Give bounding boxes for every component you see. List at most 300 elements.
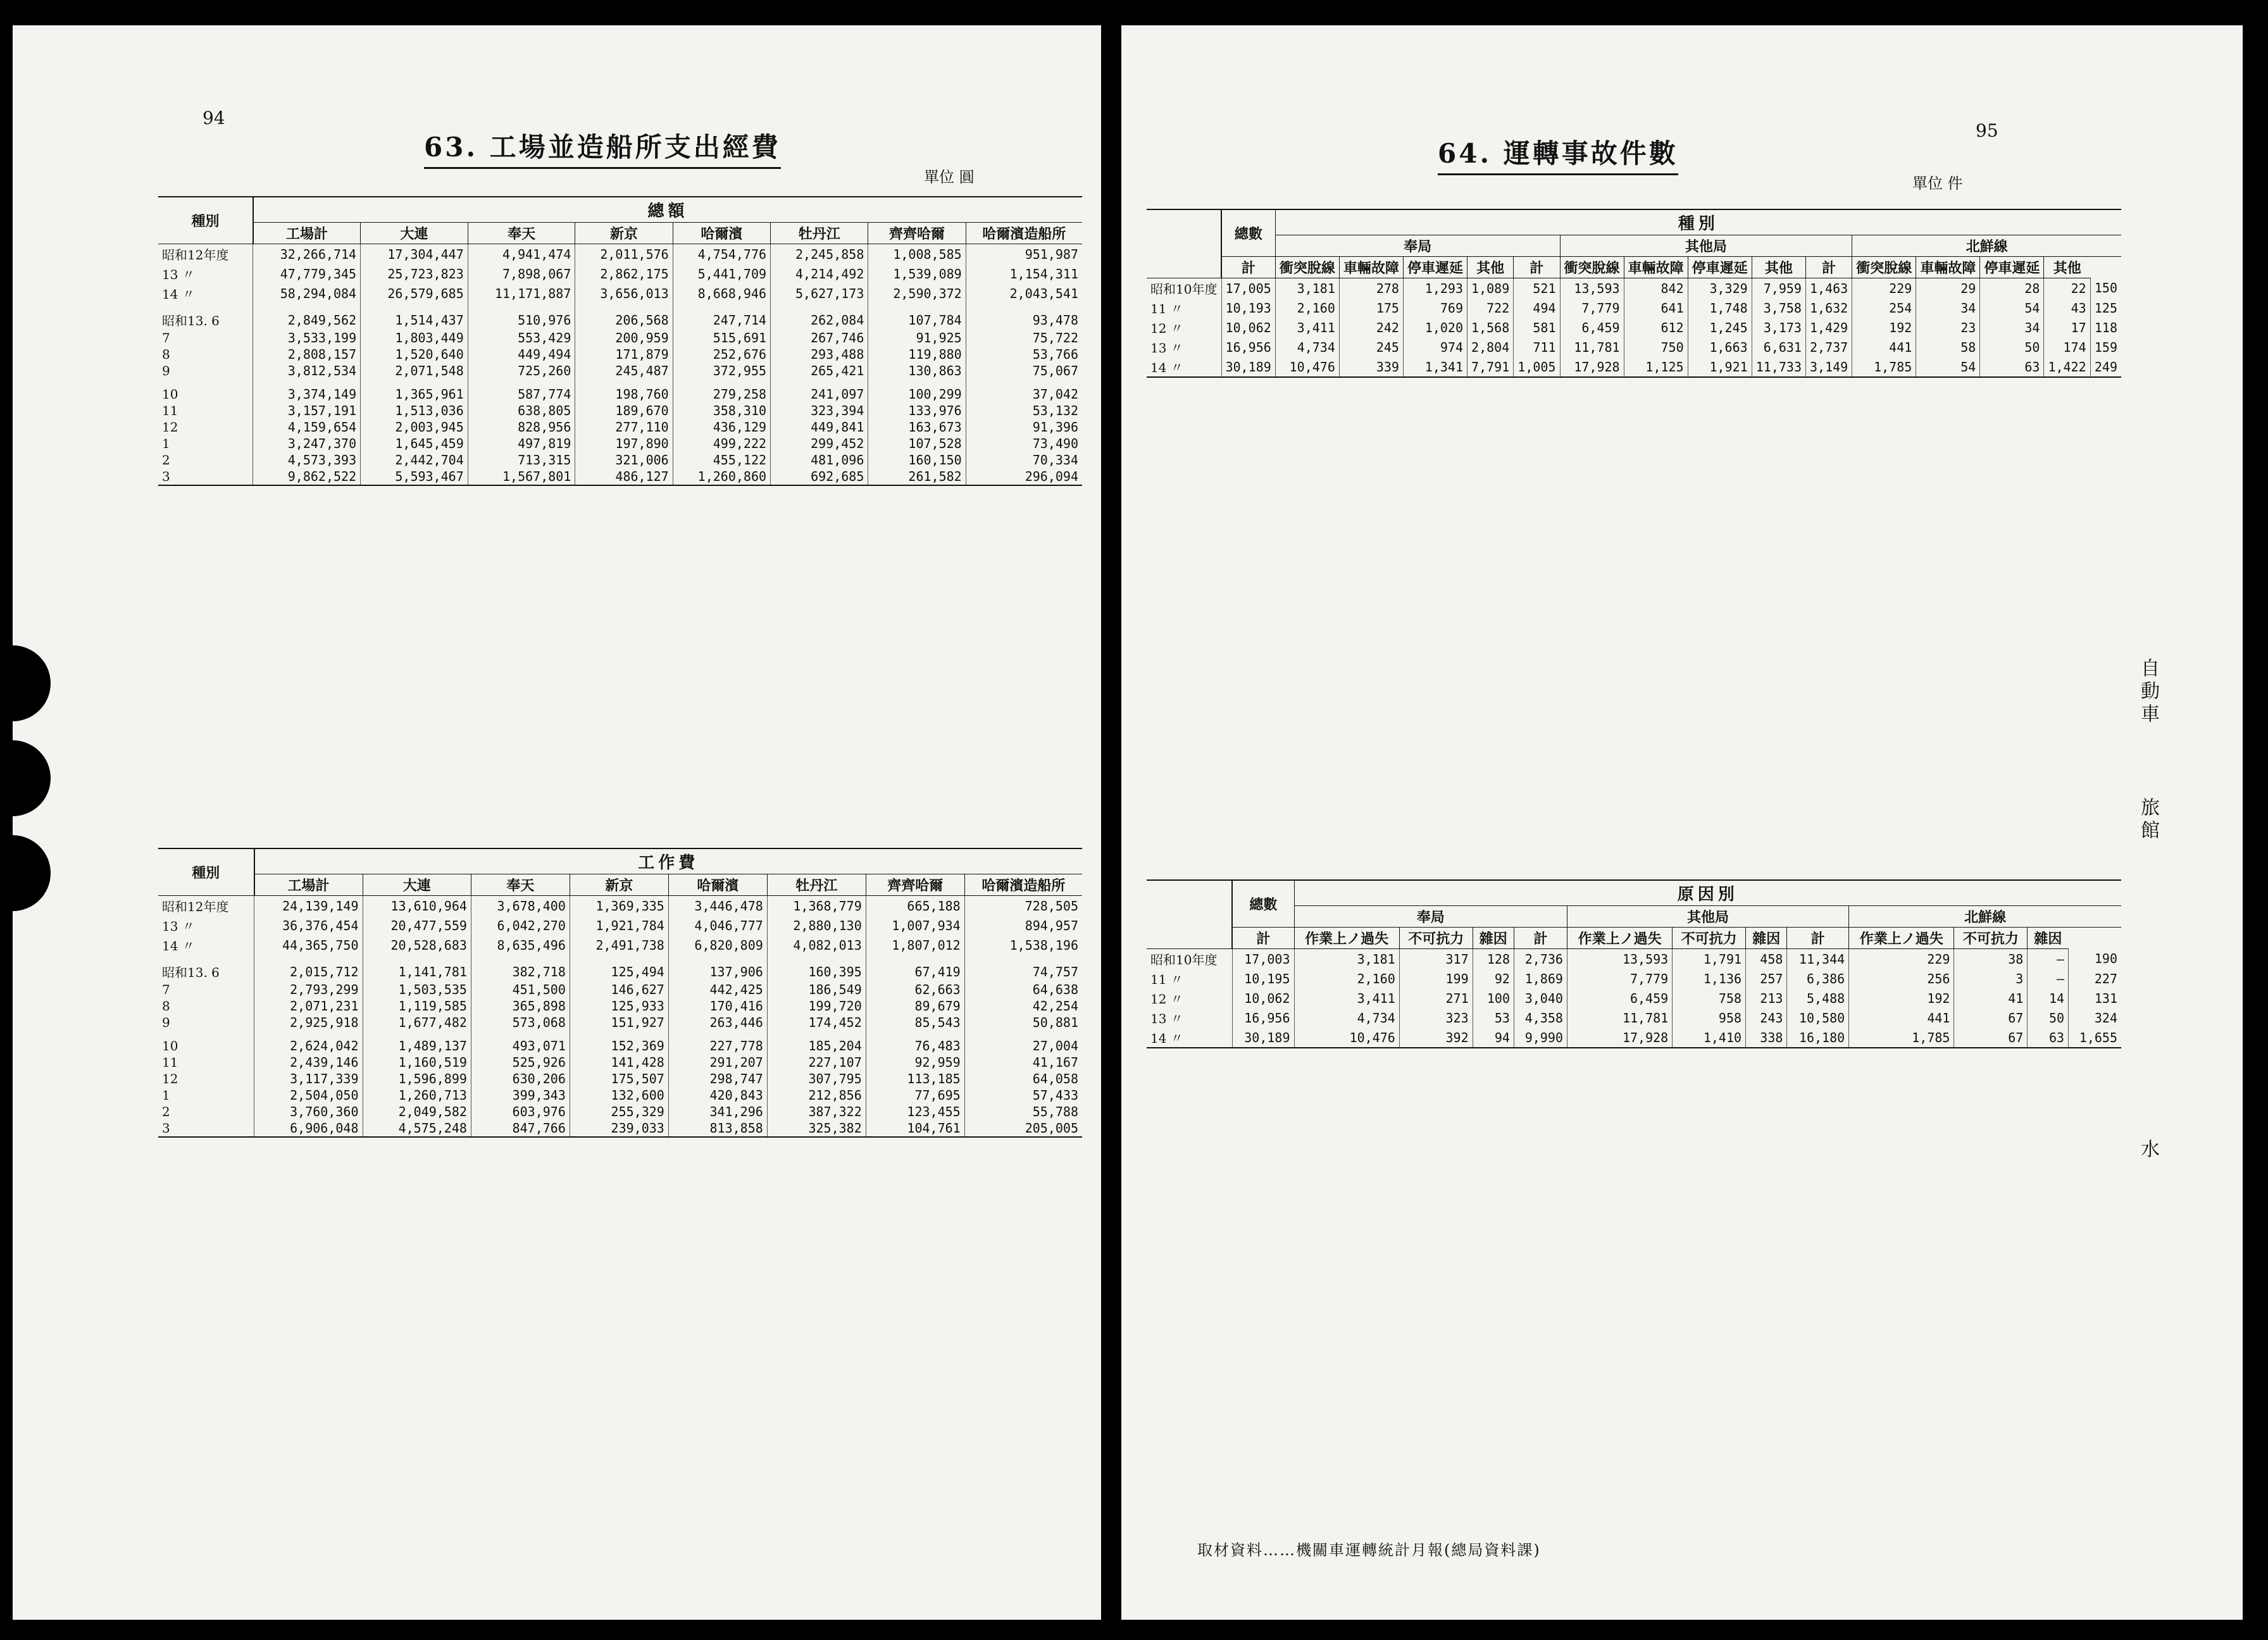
cell-value: 16,956 — [1221, 337, 1275, 357]
row-label: 13 〃 — [1150, 340, 1183, 356]
cell-value: 30,189 — [1232, 1028, 1294, 1048]
cell-value: 150 — [2090, 278, 2121, 299]
cell-value: 2,880,130 — [767, 916, 866, 935]
cell-value: — — [2028, 949, 2069, 969]
cell-value: 1,514,437 — [361, 303, 468, 330]
cell-value: 2,160 — [1275, 298, 1339, 318]
table-row — [1147, 357, 2121, 377]
cell-value: 63 — [1980, 357, 2044, 377]
cell-value: 7,959 — [1752, 278, 1805, 299]
cell-value: 1,803,449 — [361, 330, 468, 346]
cell-value: 713,315 — [468, 452, 575, 468]
row-label: 8 — [162, 347, 170, 362]
cell-value: 64,058 — [964, 1071, 1082, 1087]
cell-value: 3,329 — [1688, 278, 1752, 299]
column-header: 工場計 — [253, 223, 361, 244]
cell-value: 1,921,784 — [570, 916, 668, 935]
cell-value: 1,538,196 — [964, 935, 1082, 955]
column-header: 大連 — [361, 223, 468, 244]
column-header: 新京 — [575, 223, 673, 244]
cell-value: 10,476 — [1294, 1028, 1399, 1048]
row-label: 3 — [158, 1120, 254, 1137]
column-header: 雜因 — [1473, 928, 1514, 949]
cell-value: 486,127 — [575, 468, 673, 485]
cell-value: 2,015,712 — [254, 955, 363, 981]
table-row — [158, 916, 1082, 935]
cell-value: 296,094 — [966, 468, 1082, 485]
cell-value: 722 — [1467, 298, 1514, 318]
cell-value: 1,260,713 — [363, 1087, 471, 1103]
cell-value: 1,513,036 — [361, 402, 468, 419]
cell-value: 2,793,299 — [254, 981, 363, 998]
cell-value: 75,067 — [966, 363, 1082, 379]
cell-value: 63 — [2028, 1028, 2069, 1048]
cell-value: 262,084 — [771, 303, 868, 330]
row-label: 14 〃 — [1147, 357, 1221, 377]
cell-value: 256 — [1849, 969, 1954, 988]
column-header: 雜因 — [2028, 928, 2069, 949]
cell-value: 17,005 — [1221, 278, 1275, 299]
cell-value: 28 — [1980, 278, 2044, 299]
table-row — [158, 283, 1082, 303]
cell-value: 47,779,345 — [253, 264, 361, 283]
cell-value: 325,382 — [767, 1120, 866, 1137]
group-header: 原因別 — [1294, 880, 2121, 906]
table-row — [1147, 318, 2121, 337]
cell-value: 85,543 — [866, 1014, 964, 1031]
cell-value: 160,150 — [868, 452, 966, 468]
cell-value: 387,322 — [767, 1103, 866, 1120]
cell-value: 1,663 — [1688, 337, 1752, 357]
cell-value: 50 — [1980, 337, 2044, 357]
table-row — [158, 981, 1082, 998]
column-header: 不可抗力 — [1954, 928, 2028, 949]
cell-value: 3,812,534 — [253, 363, 361, 379]
cell-value: 11,781 — [1560, 337, 1624, 357]
cell-value: 26,579,685 — [361, 283, 468, 303]
cell-value: 5,488 — [1787, 988, 1849, 1008]
cell-value: 2,736 — [1514, 949, 1567, 969]
cell-value: 1,089 — [1467, 278, 1514, 299]
cell-value: 91,396 — [966, 419, 1082, 435]
cell-value: 58 — [1916, 337, 1980, 357]
cell-value: 16,956 — [1232, 1008, 1294, 1028]
cell-value: 420,843 — [668, 1087, 767, 1103]
cell-value: 5,593,467 — [361, 468, 468, 485]
table-row — [158, 468, 1082, 485]
table-row — [158, 346, 1082, 363]
row-label: 昭和12年度 — [162, 247, 229, 263]
cell-value: 1,520,640 — [361, 346, 468, 363]
cell-value: 198,760 — [575, 379, 673, 402]
cell-value: 3,157,191 — [253, 402, 361, 419]
row-label: 2 — [162, 1104, 170, 1119]
cell-value: 8,635,496 — [471, 935, 570, 955]
accident-cause-table — [1147, 879, 2121, 1048]
cell-value: 277,110 — [575, 419, 673, 435]
subgroup-header: 奉局 — [1275, 235, 1560, 257]
cell-value: 3,411 — [1294, 988, 1399, 1008]
cell-value: 458 — [1746, 949, 1787, 969]
cell-value: 3,181 — [1275, 278, 1339, 299]
cell-value: 174 — [2044, 337, 2090, 357]
cell-value: 5,441,709 — [673, 264, 770, 283]
cell-value: 3,760,360 — [254, 1103, 363, 1120]
cell-value: 278 — [1339, 278, 1403, 299]
cell-value: 17,928 — [1567, 1028, 1672, 1048]
column-header: 作業上ノ過失 — [1849, 928, 1954, 949]
column-header: 牡丹江 — [767, 874, 866, 896]
cell-value: 243 — [1746, 1008, 1787, 1028]
cell-value: 3,173 — [1752, 318, 1805, 337]
cell-value: 125,933 — [570, 998, 668, 1014]
cell-value: 842 — [1624, 278, 1688, 299]
row-label: 昭和13. 6 — [162, 313, 220, 328]
column-header: 衝突脫線 — [1560, 257, 1624, 278]
right-page — [1121, 25, 2243, 1620]
cell-value: 847,766 — [471, 1120, 570, 1137]
table-row — [158, 402, 1082, 419]
table-row — [158, 1120, 1082, 1137]
cell-value: 2,049,582 — [363, 1103, 471, 1120]
page-number: 95 — [1976, 120, 1998, 141]
cell-value: 3,117,339 — [254, 1071, 363, 1087]
cell-value: 107,528 — [868, 435, 966, 452]
cell-value: 1,748 — [1688, 298, 1752, 318]
cell-value: 17 — [2044, 318, 2090, 337]
cell-value: 125 — [2090, 298, 2121, 318]
cell-value: 257 — [1746, 969, 1787, 988]
cell-value: 3,533,199 — [253, 330, 361, 346]
cell-value: 36,376,454 — [254, 916, 363, 935]
cell-value: 515,691 — [673, 330, 770, 346]
cell-value: 197,890 — [575, 435, 673, 452]
cell-value: 525,926 — [471, 1054, 570, 1071]
cell-value: 9,862,522 — [253, 468, 361, 485]
subgroup-header: 北鮮線 — [1852, 235, 2121, 257]
table-row — [1147, 949, 2121, 969]
cell-value: 7,898,067 — [468, 264, 575, 283]
cell-value: 2,737 — [1805, 337, 1852, 357]
cell-value: 436,129 — [673, 419, 770, 435]
cell-value: 2,160 — [1294, 969, 1399, 988]
row-label-header: 種別 — [158, 848, 254, 896]
column-header: 停車遲延 — [1980, 257, 2044, 278]
cell-value: 271 — [1399, 988, 1473, 1008]
cell-value: 4,358 — [1514, 1008, 1567, 1028]
subgroup-header: 奉局 — [1294, 906, 1567, 928]
cell-value: 481,096 — [771, 452, 868, 468]
cell-value: 2,491,738 — [570, 935, 668, 955]
cell-value: 62,663 — [866, 981, 964, 998]
table-row — [158, 1071, 1082, 1087]
cell-value: 92 — [1473, 969, 1514, 988]
side-note-2: 旅館 — [2137, 797, 2159, 843]
cell-value: 227,778 — [668, 1031, 767, 1054]
cell-value: 92,959 — [866, 1054, 964, 1071]
row-label-header: 種別 — [158, 197, 253, 244]
cell-value: 190 — [2069, 949, 2121, 969]
cell-value: 2,504,050 — [254, 1087, 363, 1103]
column-header: 停車遲延 — [1688, 257, 1752, 278]
column-header: 車輛故障 — [1624, 257, 1688, 278]
cell-value: 2,925,918 — [254, 1014, 363, 1031]
cell-value: 1,141,781 — [363, 955, 471, 981]
cell-value: 382,718 — [471, 955, 570, 981]
row-label: 12 — [162, 419, 178, 435]
cell-value: 399,343 — [471, 1087, 570, 1103]
cell-value: 213 — [1746, 988, 1787, 1008]
cell-value: 4,754,776 — [673, 244, 770, 264]
cell-value: 2,442,704 — [361, 452, 468, 468]
row-label: 2 — [162, 452, 170, 468]
table-row — [158, 379, 1082, 402]
cell-value: 34 — [1980, 318, 2044, 337]
cell-value: 53,766 — [966, 346, 1082, 363]
work-cost-table — [158, 848, 1082, 1138]
column-header: 奉天 — [468, 223, 575, 244]
cell-value: 1,791 — [1673, 949, 1746, 969]
cell-value: 1,260,860 — [673, 468, 770, 485]
cell-value: 449,841 — [771, 419, 868, 435]
column-header: 其他 — [2044, 257, 2090, 278]
cell-value: 1,008,585 — [868, 244, 966, 264]
row-label: 9 — [162, 363, 170, 378]
cell-value: 7,791 — [1467, 357, 1514, 377]
cell-value: 1,341 — [1403, 357, 1467, 377]
table-row — [158, 935, 1082, 955]
cell-value: 10,580 — [1787, 1008, 1849, 1028]
cell-value: 13,593 — [1567, 949, 1672, 969]
cell-value: 199,720 — [767, 998, 866, 1014]
cell-value: 123,455 — [866, 1103, 964, 1120]
cell-value: 17,928 — [1560, 357, 1624, 377]
cell-value: 255,329 — [570, 1103, 668, 1120]
cell-value: 11,171,887 — [468, 283, 575, 303]
cell-value: 2,011,576 — [575, 244, 673, 264]
column-header: 計 — [1787, 928, 1849, 949]
cell-value: 125,494 — [570, 955, 668, 981]
cell-value: 638,805 — [468, 402, 575, 419]
cell-value: 89,679 — [866, 998, 964, 1014]
column-header: 哈爾濱造船所 — [964, 874, 1082, 896]
cell-value: 1,869 — [1514, 969, 1567, 988]
cell-value: 43 — [2044, 298, 2090, 318]
column-header: 車輛故障 — [1916, 257, 1980, 278]
cell-value: 1,422 — [2044, 357, 2090, 377]
column-header: 其他 — [1752, 257, 1805, 278]
cell-value: 185,204 — [767, 1031, 866, 1054]
cell-value: 10,062 — [1232, 988, 1294, 1008]
cell-value: 1,365,961 — [361, 379, 468, 402]
cell-value: 711 — [1514, 337, 1560, 357]
cell-value: 10,062 — [1221, 318, 1275, 337]
row-label: 1 — [162, 1088, 170, 1103]
cell-value: 10,195 — [1232, 969, 1294, 988]
column-header: 總數 — [1232, 880, 1294, 928]
table-row — [158, 244, 1082, 264]
table-row — [1147, 1028, 2121, 1048]
cell-value: 205,005 — [964, 1120, 1082, 1137]
row-label: 14 〃 — [162, 938, 195, 954]
cell-value: 133,976 — [868, 402, 966, 419]
unit-label: 單位 圓 — [924, 168, 975, 186]
cell-value: 14 — [2028, 988, 2069, 1008]
cell-value: 29 — [1916, 278, 1980, 299]
table-row — [158, 330, 1082, 346]
cell-value: 441 — [1852, 337, 1916, 357]
table-row — [158, 998, 1082, 1014]
cell-value: 1,154,311 — [966, 264, 1082, 283]
cell-value: 249 — [2090, 357, 2121, 377]
cell-value: 107,784 — [868, 303, 966, 330]
cell-value: 338 — [1746, 1028, 1787, 1048]
cell-value: 38 — [1954, 949, 2028, 969]
cell-value: 57,433 — [964, 1087, 1082, 1103]
row-label: 昭和13. 6 — [162, 965, 220, 980]
row-label: 昭和12年度 — [162, 899, 229, 914]
cell-value: 641 — [1624, 298, 1688, 318]
cell-value: 3,247,370 — [253, 435, 361, 452]
unit-label: 單位 件 — [1912, 175, 1963, 192]
cell-value: 70,334 — [966, 452, 1082, 468]
cell-value: 307,795 — [767, 1071, 866, 1087]
cell-value: 118 — [2090, 318, 2121, 337]
cell-value: 521 — [1514, 278, 1560, 299]
row-label: 12 〃 — [1150, 991, 1183, 1007]
cell-value: 24,139,149 — [254, 896, 363, 916]
cell-value: 189,670 — [575, 402, 673, 419]
table-row — [1147, 337, 2121, 357]
cell-value: 603,976 — [471, 1103, 570, 1120]
cell-value: 119,880 — [868, 346, 966, 363]
cell-value: 4,159,654 — [253, 419, 361, 435]
cell-value: 74,757 — [964, 955, 1082, 981]
cell-value: 37,042 — [966, 379, 1082, 402]
cell-value: 951,987 — [966, 244, 1082, 264]
cell-value: 4,941,474 — [468, 244, 575, 264]
cell-value: 146,627 — [570, 981, 668, 998]
row-label: 7 — [162, 330, 170, 345]
cell-value: 341,296 — [668, 1103, 767, 1120]
column-header: 不可抗力 — [1673, 928, 1746, 949]
cell-value: 1,503,535 — [363, 981, 471, 998]
cell-value: 76,483 — [866, 1031, 964, 1054]
cell-value: 6,906,048 — [254, 1120, 363, 1137]
table-row — [158, 1031, 1082, 1054]
column-header: 雜因 — [1746, 928, 1787, 949]
column-header: 總數 — [1221, 209, 1275, 257]
cell-value: 263,446 — [668, 1014, 767, 1031]
cell-value: 227 — [2069, 969, 2121, 988]
row-label: 7 — [162, 982, 170, 997]
cell-value: 170,416 — [668, 998, 767, 1014]
column-header: 作業上ノ過失 — [1567, 928, 1672, 949]
cell-value: 132,600 — [570, 1087, 668, 1103]
row-label: 10 — [162, 1038, 178, 1053]
cell-value: 750 — [1624, 337, 1688, 357]
cell-value: 4,046,777 — [668, 916, 767, 935]
cell-value: 1,568 — [1467, 318, 1514, 337]
column-header: 衝突脫線 — [1852, 257, 1916, 278]
cell-value: 17,003 — [1232, 949, 1294, 969]
cell-value: 11,344 — [1787, 949, 1849, 969]
source-note: 取材資料……機關車運轉統計月報(總局資料課) — [1197, 1541, 1541, 1559]
cell-value: 1,005 — [1514, 357, 1560, 377]
cell-value: 199 — [1399, 969, 1473, 988]
cell-value: 494 — [1514, 298, 1560, 318]
cell-value: 3,374,149 — [253, 379, 361, 402]
cell-value: 4,734 — [1294, 1008, 1399, 1028]
cell-value: 50,881 — [964, 1014, 1082, 1031]
cell-value: 392 — [1399, 1028, 1473, 1048]
cell-value: 974 — [1403, 337, 1467, 357]
cell-value: 442,425 — [668, 981, 767, 998]
cell-value: 131 — [2069, 988, 2121, 1008]
cell-value: 449,494 — [468, 346, 575, 363]
cell-value: 1,596,899 — [363, 1071, 471, 1087]
table-row — [158, 264, 1082, 283]
cell-value: 665,188 — [866, 896, 964, 916]
page-number: 94 — [202, 108, 225, 128]
cell-value: 13,593 — [1560, 278, 1624, 299]
cell-value: 813,858 — [668, 1120, 767, 1137]
cell-value: 3,040 — [1514, 988, 1567, 1008]
cell-value: 291,207 — [668, 1054, 767, 1071]
cell-value: 1,020 — [1403, 318, 1467, 337]
cell-value: 41 — [1954, 988, 2028, 1008]
cell-value: 298,747 — [668, 1071, 767, 1087]
cell-value: 67 — [1954, 1008, 2028, 1028]
cell-value: 2,862,175 — [575, 264, 673, 283]
column-header: 哈爾濱 — [673, 223, 770, 244]
table-row — [158, 303, 1082, 330]
cell-value: 1,125 — [1624, 357, 1688, 377]
cell-value: 2,071,231 — [254, 998, 363, 1014]
cell-value: 245 — [1339, 337, 1403, 357]
cell-value: 2,624,042 — [254, 1031, 363, 1054]
row-label: 11 — [162, 403, 178, 418]
expense-total-table — [158, 196, 1082, 486]
cell-value: 100,299 — [868, 379, 966, 402]
row-label: 1 — [162, 436, 170, 451]
table-row — [158, 1054, 1082, 1071]
cell-value: 299,452 — [771, 435, 868, 452]
cell-value: 192 — [1849, 988, 1954, 1008]
cell-value: 6,820,809 — [668, 935, 767, 955]
cell-value: 339 — [1339, 357, 1403, 377]
cell-value: 1,567,801 — [468, 468, 575, 485]
cell-value: 499,222 — [673, 435, 770, 452]
cell-value: 27,004 — [964, 1031, 1082, 1054]
cell-value: 630,206 — [471, 1071, 570, 1087]
group-header: 總額 — [253, 197, 1082, 223]
cell-value: 455,122 — [673, 452, 770, 468]
cell-value: 137,906 — [668, 955, 767, 981]
cell-value: 7,779 — [1567, 969, 1672, 988]
cell-value: 324 — [2069, 1008, 2121, 1028]
column-header: 計 — [1805, 257, 1852, 278]
cell-value: 4,575,248 — [363, 1120, 471, 1137]
cell-value: 22 — [2044, 278, 2090, 299]
group-header: 種別 — [1275, 209, 2121, 235]
cell-value: 1,677,482 — [363, 1014, 471, 1031]
cell-value: 247,714 — [673, 303, 770, 330]
cell-value: 67 — [1954, 1028, 2028, 1048]
column-header: 計 — [1232, 928, 1294, 949]
cell-value: 67,419 — [866, 955, 964, 981]
cell-value: 241,097 — [771, 379, 868, 402]
